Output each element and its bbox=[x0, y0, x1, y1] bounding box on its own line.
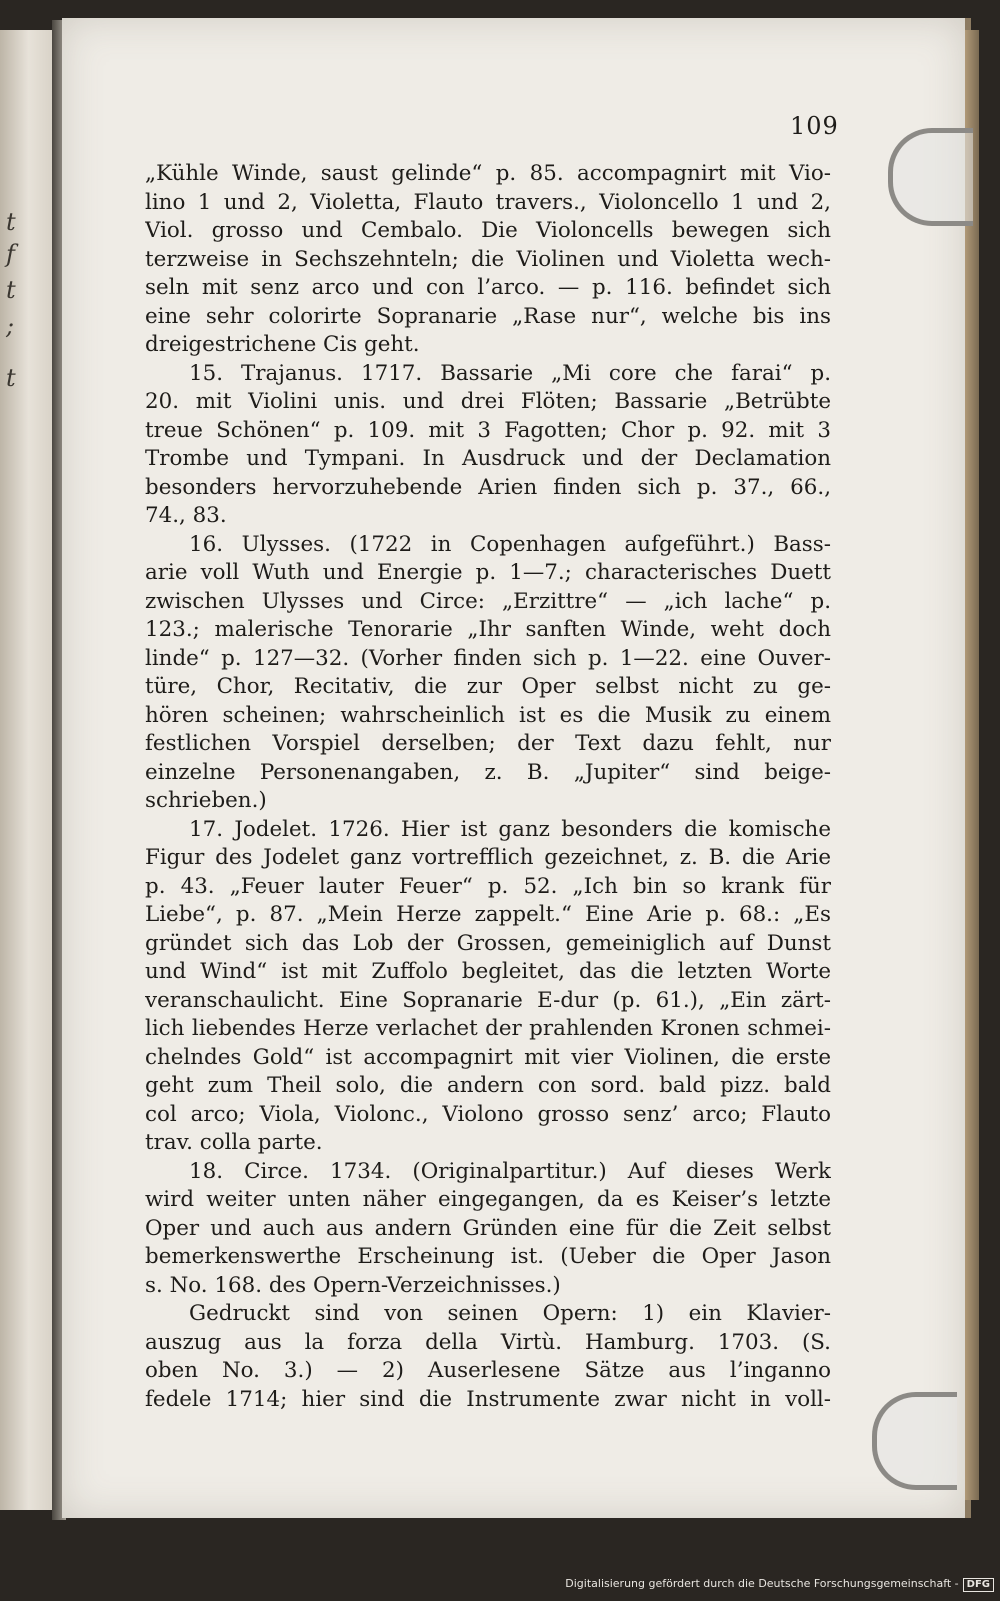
text-line: wird weiter unten näher eingegangen, da es Keiser’s letzte bbox=[145, 1187, 831, 1212]
text-line: auszug aus la forza della Virtù. Hamburg. 1703. (S. bbox=[145, 1329, 831, 1355]
text-line: 123.; malerische Tenorarie „Ihr sanften Winde, weht doch bbox=[145, 617, 831, 642]
text-line: Gedruckt sind von seinen Opern: 1) ein Klavier- bbox=[189, 1301, 831, 1326]
text-line: zwischen Ulysses und Circe: „Erzittre“ — „ich lache“ p. bbox=[145, 588, 831, 614]
text-line: besonders hervorzuhebende Arien finden sich p. 37., 66., bbox=[145, 474, 831, 500]
page-edge bbox=[965, 30, 979, 1500]
text-line: türe, Chor, Recitativ, die zur Oper selbst nicht zu ge- bbox=[145, 674, 831, 699]
text-line: p. 43. „Feuer lauter Feuer“ p. 52. „Ich bin so krank für bbox=[145, 873, 831, 899]
text-line: 17. Jodelet. 1726. Hier ist ganz besonders die komische bbox=[189, 816, 831, 842]
digitization-credit bbox=[565, 1577, 994, 1592]
left-page-edge bbox=[0, 30, 54, 1510]
text-line: linde“ p. 127—32. (Vorher finden sich p. 1—22. eine Ouver- bbox=[145, 645, 831, 671]
text-line: treue Schönen“ p. 109. mit 3 Fagotten; Chor p. 92. mit 3 bbox=[145, 417, 831, 443]
text-line: eine sehr colorirte Sopranarie „Rase nur“, welche bis ins bbox=[145, 303, 831, 329]
text-line: veranschaulicht. Eine Sopranarie E-dur (p. 61.), „Ein zärt- bbox=[145, 987, 831, 1013]
text-line: „Kühle Winde, saust gelinde“ p. 85. accompagnirt mit Vio- bbox=[145, 161, 831, 186]
text-line: col arco; Viola, Violonc., Violono grosso senz’ arco; Flauto bbox=[145, 1101, 831, 1127]
text-line: bemerkenswerthe Erscheinung ist. (Ueber die Oper Jason bbox=[145, 1244, 831, 1269]
text-line: 15. Trajanus. 1717. Bassarie „Mi core che farai“ p. bbox=[189, 360, 831, 386]
text-line: hören scheinen; wahrscheinlich ist es die Musik zu einem bbox=[145, 702, 831, 728]
left-page-fragment: f bbox=[6, 240, 15, 268]
text-line: fedele 1714; hier sind die Instrumente zwar nicht in voll- bbox=[145, 1386, 831, 1412]
dfg-logo: DFG bbox=[963, 1578, 994, 1592]
left-page-fragment: t bbox=[6, 208, 16, 236]
text-line: 16. Ulysses. (1722 in Copenhagen aufgeführt.) Bass- bbox=[189, 531, 831, 557]
text-line: trav. colla parte. bbox=[145, 1130, 323, 1155]
text-line: 18. Circe. 1734. (Originalpartitur.) Auf dieses Werk bbox=[189, 1158, 831, 1184]
page-number: 109 bbox=[790, 112, 839, 140]
text-line: Trombe und Tympani. In Ausdruck und der Declamation bbox=[145, 446, 831, 471]
text-line: einzelne Personenangaben, z. B. „Jupiter“ sind beige- bbox=[145, 759, 831, 785]
body-text bbox=[145, 160, 831, 1414]
text-line: seln mit senz arco und con l’arco. — p. 116. befindet sich bbox=[145, 275, 831, 300]
text-line: schrieben.) bbox=[145, 788, 267, 813]
text-line: lino 1 und 2, Violetta, Flauto travers., Violoncello 1 und 2, bbox=[145, 189, 831, 215]
left-page-fragment: t bbox=[6, 364, 16, 392]
page-clip-icon bbox=[888, 128, 973, 226]
text-line: gründet sich das Lob der Grossen, gemeiniglich auf Dunst bbox=[145, 930, 831, 956]
text-line: Oper und auch aus andern Gründen eine für die Zeit selbst bbox=[145, 1215, 831, 1241]
text-line: s. No. 168. des Opern-Verzeichnisses.) bbox=[145, 1272, 561, 1298]
text-line: arie voll Wuth und Energie p. 1—7.; characterisches Duett bbox=[145, 560, 831, 585]
text-line: Liebe“, p. 87. „Mein Herze zappelt.“ Eine Arie p. 68.: „Es bbox=[145, 902, 831, 927]
left-page-fragment: t bbox=[6, 276, 16, 304]
text-line: dreigestrichene Cis geht. bbox=[145, 332, 420, 357]
text-line: festlichen Vorspiel derselben; der Text dazu fehlt, nur bbox=[145, 731, 831, 756]
text-line: chelndes Gold“ ist accompagnirt mit vier Violinen, die erste bbox=[145, 1044, 831, 1070]
text-line: 20. mit Violini unis. und drei Flöten; Bassarie „Betrübte bbox=[145, 389, 831, 414]
text-line: oben No. 3.) — 2) Auserlesene Sätze aus l’inganno bbox=[145, 1358, 831, 1383]
text-line: 74., 83. bbox=[145, 503, 227, 528]
text-line: Viol. grosso und Cembalo. Die Violoncells bewegen sich bbox=[145, 218, 831, 243]
text-line: und Wind“ ist mit Zuffolo begleitet, das die letzten Worte bbox=[145, 959, 831, 984]
left-page-fragment: ; bbox=[6, 312, 15, 340]
text-line: terzweise in Sechszehnteln; die Violinen und Violetta wech- bbox=[145, 246, 831, 272]
page-clip-icon bbox=[872, 1392, 957, 1490]
text-line: geht zum Theil solo, die andern con sord. bald pizz. bald bbox=[145, 1073, 831, 1098]
text-line: Figur des Jodelet ganz vortrefflich gezeichnet, z. B. die Arie bbox=[145, 845, 831, 870]
text-line: lich liebendes Herze verlachet der prahlenden Kronen schmei- bbox=[145, 1016, 831, 1041]
credit-text: Digitalisierung gefördert durch die Deutsche Forschungsgemeinschaft - bbox=[565, 1577, 959, 1590]
